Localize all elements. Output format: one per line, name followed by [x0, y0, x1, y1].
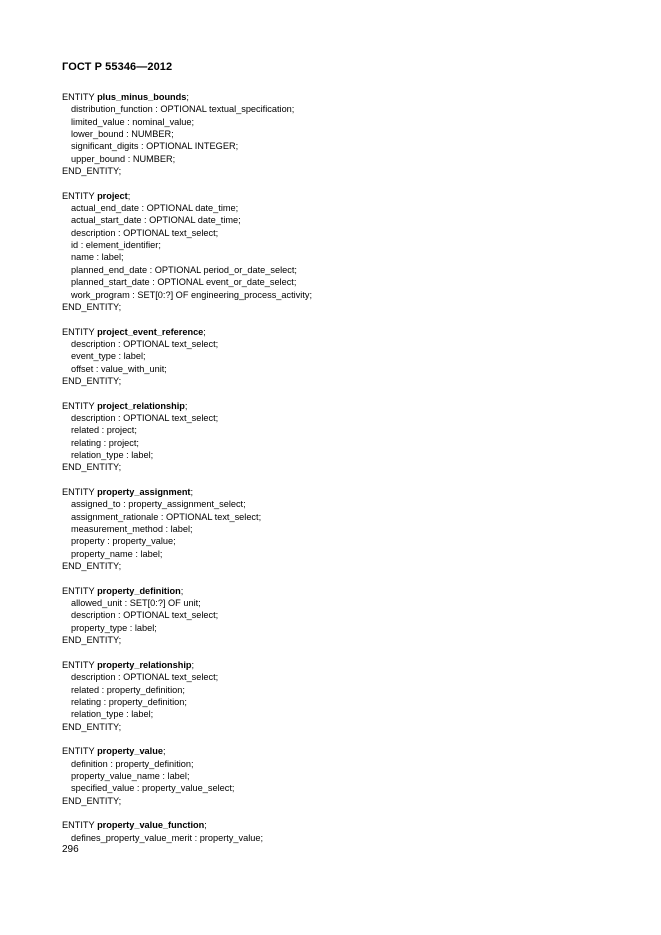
entity-declaration [62, 486, 622, 498]
entity-keyword: ENTITY [62, 326, 98, 337]
entity-attribute: description : OPTIONAL text_select; [71, 338, 219, 349]
entity-keyword: ENTITY [62, 585, 98, 596]
entity-name: property_value [97, 746, 163, 757]
entity-listing [62, 91, 622, 856]
entity-keyword: ENTITY [62, 659, 98, 670]
entity-attribute: planned_start_date : OPTIONAL event_or_date_select; [71, 277, 297, 288]
entity-attribute: description : OPTIONAL text_select; [71, 672, 219, 683]
end-entity-keyword: END_ENTITY; [62, 166, 122, 177]
entity-semicolon: ; [127, 190, 131, 201]
entity-attribute: actual_end_date : OPTIONAL date_time; [71, 203, 239, 214]
entity-keyword: ENTITY [62, 400, 98, 411]
entity-attribute: related : property_definition; [71, 684, 185, 695]
entity-attribute: property : property_value; [71, 536, 176, 547]
end-entity-keyword: END_ENTITY; [62, 375, 122, 386]
end-entity-keyword: END_ENTITY; [62, 561, 122, 572]
entity-attribute: relating : project; [71, 437, 139, 448]
end-entity-keyword: END_ENTITY; [62, 635, 122, 646]
entity-attribute: relation_type : label; [71, 449, 154, 460]
entity-declaration [62, 91, 622, 103]
entity-attribute: property_value_name : label; [71, 770, 190, 781]
entity-attribute: work_program : SET[0:?] OF engineering_process_activity; [71, 289, 313, 300]
entity-declaration [62, 400, 622, 412]
entity-declaration [62, 190, 622, 202]
entity-block [62, 659, 622, 733]
entity-declaration [62, 659, 622, 671]
entity-keyword: ENTITY [62, 92, 98, 102]
entity-semicolon: ; [184, 400, 188, 411]
entity-attribute: upper_bound : NUMBER; [71, 153, 176, 164]
entity-name: plus_minus_bounds [97, 92, 187, 102]
entity-block [62, 190, 622, 313]
entity-name: project_relationship [97, 400, 185, 411]
page-number: 296 [62, 844, 79, 855]
entity-semicolon: ; [190, 487, 194, 497]
entity-attribute: assigned_to : property_assignment_select; [71, 499, 246, 510]
entity-attribute: specified_value : property_value_select; [71, 783, 235, 794]
entity-block [62, 745, 622, 807]
entity-semicolon: ; [186, 92, 189, 102]
end-entity-keyword: END_ENTITY; [62, 301, 122, 312]
entity-attribute: defines_property_value_merit : property_value; [71, 832, 264, 843]
entity-keyword: ENTITY [62, 820, 98, 831]
entity-attribute: significant_digits : OPTIONAL INTEGER; [71, 141, 239, 152]
entity-attribute: offset : value_with_unit; [71, 363, 167, 374]
entity-block [62, 400, 622, 474]
entity-semicolon: ; [203, 326, 206, 337]
entity-block [62, 91, 622, 177]
entity-attribute: relating : property_definition; [71, 696, 187, 707]
entity-name: property_value_function [97, 820, 205, 831]
entity-block [62, 486, 622, 572]
entity-attribute: event_type : label; [71, 351, 146, 362]
entity-attribute: name : label; [71, 252, 124, 263]
entity-keyword: ENTITY [62, 746, 98, 757]
entity-attribute: relation_type : label; [71, 709, 154, 720]
entity-semicolon: ; [204, 820, 207, 831]
entity-attribute: definition : property_definition; [71, 758, 194, 769]
entity-attribute: description : OPTIONAL text_select; [71, 227, 219, 238]
entity-name: property_definition [97, 585, 181, 596]
entity-name: project_event_reference [97, 326, 204, 337]
entity-attribute: lower_bound : NUMBER; [71, 129, 174, 140]
entity-block [62, 819, 622, 844]
entity-attribute: measurement_method : label; [71, 524, 193, 535]
entity-attribute: assignment_rationale : OPTIONAL text_select; [71, 511, 262, 522]
entity-keyword: ENTITY [62, 487, 98, 497]
entity-attribute: property_name : label; [71, 548, 163, 559]
end-entity-keyword: END_ENTITY; [62, 721, 122, 732]
document-header: ГОСТ Р 55346—2012 [62, 61, 173, 73]
entity-declaration [62, 326, 622, 338]
entity-keyword: ENTITY [62, 190, 98, 201]
entity-attribute: limited_value : nominal_value; [71, 116, 195, 127]
entity-declaration [62, 585, 622, 597]
entity-attribute: property_type : label; [71, 622, 157, 633]
entity-semicolon: ; [162, 746, 166, 757]
entity-name: property_relationship [97, 659, 192, 670]
entity-declaration [62, 745, 622, 757]
entity-block [62, 326, 622, 388]
entity-name: project [97, 190, 128, 201]
entity-name: property_assignment [97, 487, 191, 497]
entity-attribute: description : OPTIONAL text_select; [71, 412, 219, 423]
entity-attribute: id : element_identifier; [71, 240, 161, 251]
entity-attribute: related : project; [71, 425, 137, 436]
end-entity-keyword: END_ENTITY; [62, 462, 122, 473]
entity-attribute: description : OPTIONAL text_select; [71, 610, 219, 621]
entity-attribute: allowed_unit : SET[0:?] OF unit; [71, 598, 201, 609]
entity-attribute: actual_start_date : OPTIONAL date_time; [71, 215, 241, 226]
end-entity-keyword: END_ENTITY; [62, 795, 122, 806]
entity-semicolon: ; [191, 659, 195, 670]
entity-declaration [62, 819, 622, 831]
entity-attribute: distribution_function : OPTIONAL textual_specification; [71, 104, 295, 115]
entity-attribute: planned_end_date : OPTIONAL period_or_date_select; [71, 264, 297, 275]
entity-block [62, 585, 622, 647]
entity-semicolon: ; [180, 585, 184, 596]
